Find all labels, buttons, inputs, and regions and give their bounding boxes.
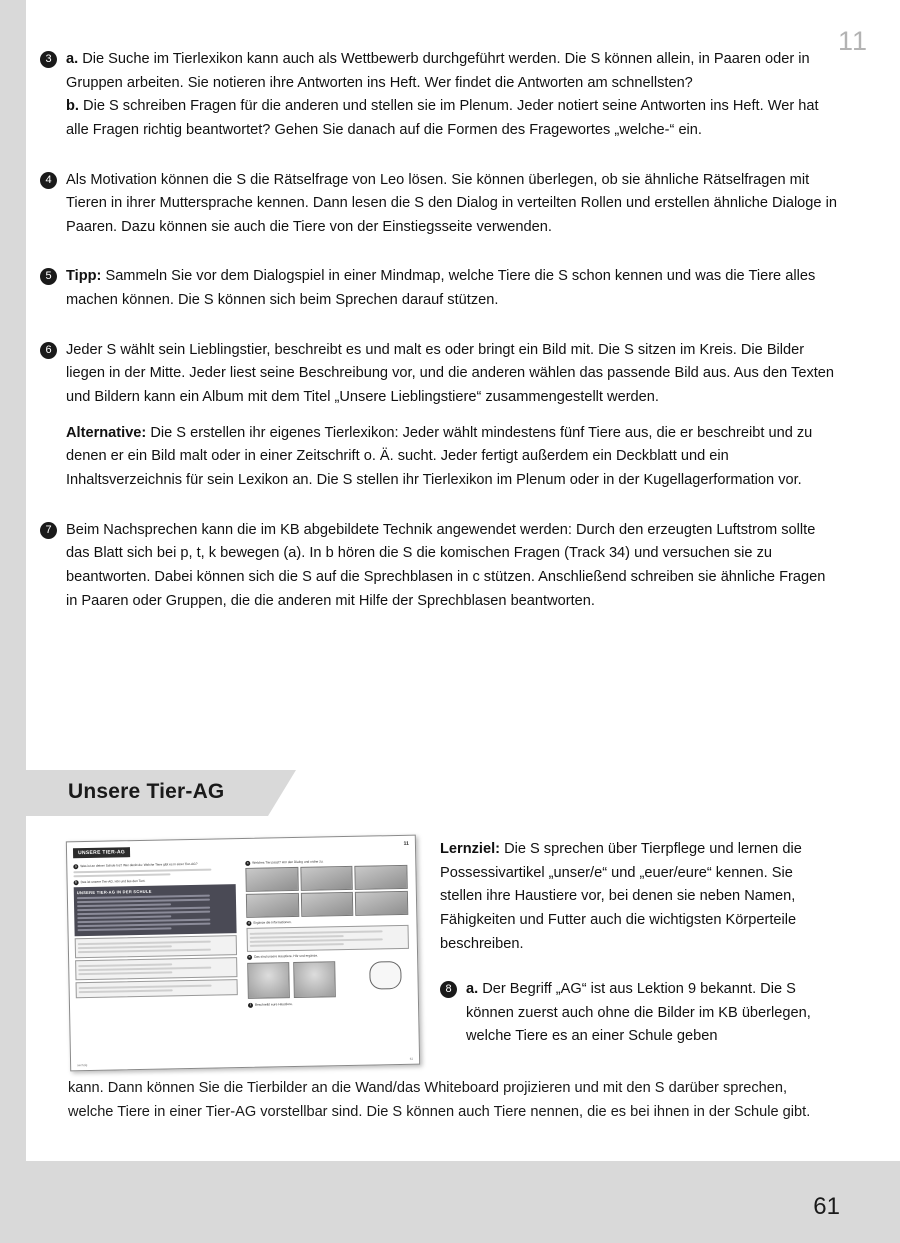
paragraph-text: Die Suche im Tierlexikon kann auch als Wettbewerb durchgeführt werden. Die S können allein, in Paaren oder in Gruppen arbeiten. Sie notieren ihre Antworten ins Heft. Wer findet die Antworten am schnellsten? bbox=[66, 51, 810, 91]
item-number-badge: 7 bbox=[40, 522, 57, 539]
list-item bbox=[40, 265, 840, 312]
paragraph-lead: a. bbox=[466, 981, 479, 998]
thumbnail-box bbox=[75, 957, 237, 980]
list-item bbox=[40, 169, 840, 240]
paragraph-lead: b. bbox=[66, 98, 79, 115]
paragraph-lead: Tipp: bbox=[66, 268, 102, 285]
item-number-badge: 8 bbox=[440, 981, 457, 998]
thumbnail-task-text: Ergänze die Informationen. bbox=[253, 920, 292, 925]
thumbnail-photo bbox=[355, 891, 408, 916]
thumbnail-task-number: e bbox=[248, 954, 251, 959]
thumbnail-speech-bubble bbox=[369, 961, 402, 990]
item-number-badge: 3 bbox=[40, 51, 57, 68]
thumbnail-task-text: Das ist unsere Tier-AG. Hör und lies den Text. bbox=[80, 878, 146, 885]
thumbnail-box bbox=[75, 935, 237, 958]
paragraph-text: Als Motivation können die S die Rätselfrage von Leo lösen. Sie können überlegen, ob sie ähnliche Rätselfragen mit Tieren in ihrer Muttersprache kennen. Dann lesen die S den Dialog in verteilten Rollen und erstellen ähnliche Dialoge in Paaren. Dazu können sie auch die Tiere von der Einstiegsseite verwenden. bbox=[66, 171, 837, 235]
paragraph bbox=[66, 95, 840, 142]
paragraph-lead: Alternative: bbox=[66, 424, 147, 441]
item-number-badge: 4 bbox=[40, 172, 57, 189]
thumbnail-task-number: f bbox=[248, 1003, 253, 1008]
section-banner bbox=[0, 770, 900, 828]
paragraph bbox=[466, 978, 820, 1049]
paragraph bbox=[66, 422, 840, 493]
banner-tail-shape bbox=[268, 770, 296, 816]
thumbnail-page-number: 11 bbox=[403, 840, 409, 847]
learning-goal-label: Lernziel: bbox=[440, 841, 501, 857]
item-number-badge: 6 bbox=[40, 342, 57, 359]
paragraph-text: Die S schreiben Fragen für die anderen und stellen sie im Plenum. Jeder notiert seine Antworten ins Heft. Wer hat alle Fragen richtig beantwortet? Gehen Sie danach auf die Formen des Fragewortes „welche-“ ein. bbox=[66, 98, 819, 138]
list-item bbox=[40, 48, 840, 143]
paragraph-lead: a. bbox=[66, 51, 79, 67]
section-side-column bbox=[440, 838, 820, 1049]
thumbnail-image-row bbox=[245, 865, 407, 892]
thumbnail-task-text: Das sind unsere Haustiere. Hör und ergänze. bbox=[254, 953, 319, 959]
thumbnail-photo bbox=[245, 867, 298, 892]
page-number-bottom: 61 bbox=[813, 1193, 840, 1220]
paragraph bbox=[66, 169, 840, 240]
paragraph-text: Der Begriff „AG“ ist aus Lektion 9 bekannt. Die S können zuerst auch ohne die Bilder im KB überlegen, welche Tiere es an einer Schule geben bbox=[466, 981, 811, 1045]
list-item bbox=[440, 978, 820, 1049]
paragraph-continuation: kann. Dann können Sie die Tierbilder an die Wand/das Whiteboard projizieren und mit den S darüber sprechen, welche Tiere in einer Tier-AG vorstellbar sind. Die S können auch Tiere nennen, die es bei ihnen in der Schule gibt. bbox=[68, 1080, 811, 1120]
thumbnail-task-number: b bbox=[75, 880, 78, 885]
thumbnail-task-text: Was ist an deiner Schule los? Wer denkt du: Welche Tiere gibt es in einer Tier-AG? bbox=[80, 861, 198, 869]
thumbnail-dog-photo bbox=[293, 961, 336, 998]
paragraph-text: Beim Nachsprechen kann die im KB abgebildete Technik angewendet werden: Durch den erzeugten Luftstrom sollte das Blatt sich bei p, t, k bewegen (a). In b hören die S die komischen Fragen (Track 34) und versuchen sie zu beantworten. Dabei können sich die S auf die Sprechblasen in c stützen. Anschließend schreiben sie ähnliche Fragen in Paaren oder Gruppen, die die anderen mit Hilfe der Sprechblasen beantworten. bbox=[66, 521, 826, 609]
coursebook-page-thumbnail bbox=[66, 835, 420, 1072]
thumbnail-dog-photo bbox=[247, 962, 290, 999]
instruction-list bbox=[40, 48, 840, 631]
list-item bbox=[40, 519, 840, 614]
paragraph bbox=[66, 519, 840, 614]
learning-goal-text: Die S sprechen über Tierpflege und lernen die Possessivartikel „unser/e“ und „euer/eure“ kennen. Sie stellen ihre Haustiere vor, bei denen sie neben Namen, Fähigkeiten und Futter auch die wichtigsten Körperteile beschreiben. bbox=[440, 841, 802, 952]
thumbnail-task-text: Beschreibt eure Haustiere. bbox=[254, 1002, 293, 1007]
thumbnail-footer-left: sechzig bbox=[77, 1063, 88, 1068]
paragraph-text: Sammeln Sie vor dem Dialogspiel in einer Mindmap, welche Tiere die S schon kennen und was die Tiere alles machen können. Die S können sich beim Sprechen darauf stützen. bbox=[66, 268, 816, 309]
paragraph-text: Die S erstellen ihr eigenes Tierlexikon: Jeder wählt mindestens fünf Tiere aus, die er beschreibt und zu denen er ein Bild malt oder in einer Zeitschrift o. Ä. sucht. Jeder fertigt außerdem ein Deckblatt und ein Inhaltsverzeichnis für sein Lexikon an. Die S stellen ihr Tierlexikon im Plenum oder in der Kugellagerformation vor. bbox=[66, 424, 813, 488]
thumbnail-image-row bbox=[246, 891, 408, 918]
thumbnail-photo bbox=[300, 866, 353, 891]
page-number-top: 11 bbox=[837, 26, 868, 56]
thumbnail-panel-title: UNSERE TIER-AG IN DER SCHULE bbox=[76, 888, 152, 896]
thumbnail-box bbox=[247, 925, 409, 952]
thumbnail-right-column bbox=[245, 858, 410, 1008]
thumbnail-photo bbox=[301, 892, 354, 917]
thumbnail-header: UNSERE TIER-AG bbox=[73, 847, 130, 858]
paragraph bbox=[66, 48, 840, 95]
bottom-margin-band bbox=[0, 1161, 900, 1243]
thumbnail-left-column bbox=[73, 861, 238, 1000]
thumbnail-task bbox=[248, 1000, 410, 1008]
paragraph bbox=[66, 339, 840, 410]
thumbnail-task-number: d bbox=[247, 920, 250, 925]
left-margin-bar bbox=[0, 0, 26, 1243]
item-number-badge: 5 bbox=[40, 268, 57, 285]
paragraph-text: Jeder S wählt sein Lieblingstier, beschreibt es und malt es oder bringt ein Bild mit. Die S sitzen im Kreis. Die Bilder liegen in der Mitte. Jeder liest seine Beschreibung vor, und die anderen wählen das passende Bild aus. Aus den Texten und Bildern kann ein Album mit dem Titel „Unsere Lieblingstiere“ zusammengestellt werden. bbox=[66, 341, 835, 406]
thumbnail-task-number: c bbox=[246, 860, 249, 865]
thumbnail-box bbox=[76, 979, 238, 998]
thumbnail-photo bbox=[246, 893, 299, 918]
thumbnail-task-number: a bbox=[74, 864, 77, 869]
thumbnail-text-line bbox=[73, 873, 170, 877]
paragraph bbox=[66, 265, 840, 312]
section-title: Unsere Tier-AG bbox=[68, 780, 225, 803]
thumbnail-text-line bbox=[73, 869, 211, 874]
thumbnail-photo bbox=[355, 865, 408, 890]
thumbnail-task-text: Welches Tier passt? Hör den Dialog und ordne zu. bbox=[252, 859, 324, 865]
thumbnail-task bbox=[247, 952, 409, 960]
thumbnail-footer-right: 61 bbox=[409, 1056, 414, 1061]
list-item bbox=[40, 339, 840, 493]
thumbnail-dark-panel bbox=[74, 884, 237, 936]
learning-goal bbox=[440, 838, 820, 956]
